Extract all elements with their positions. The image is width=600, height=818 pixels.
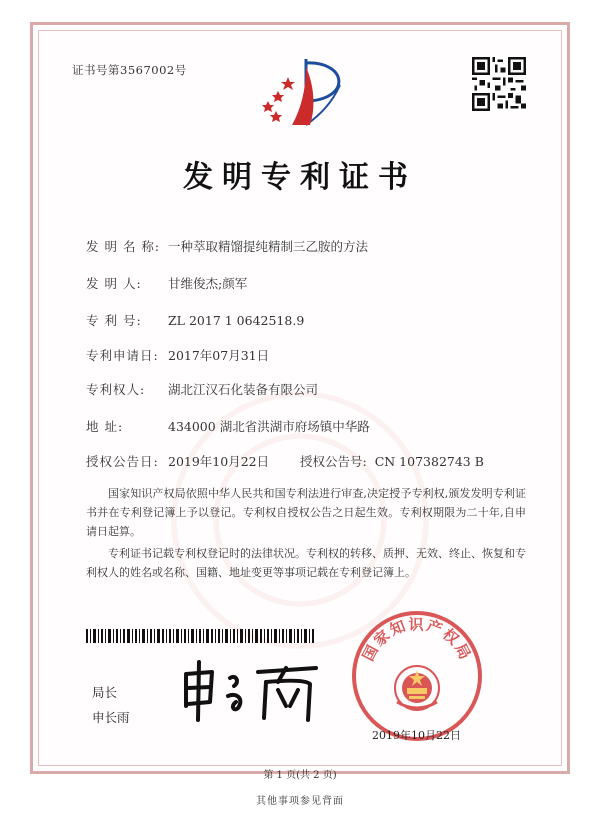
- officer-title: 局长: [92, 685, 118, 700]
- legal-status-paragraph: 专利证书记载专利权登记时的法律状况。专利权的转移、质押、无效、终止、恢复和专利权人的姓名或名称、国籍、地址变更等事项记载在专利登记簿上。: [86, 547, 526, 579]
- field-value: 434000 湖北省洪湖市府场镇中华路: [168, 419, 370, 434]
- field-patentee: [86, 380, 318, 398]
- statement-paragraph: 国家知识产权局依照中华人民共和国专利法进行审查,决定授予专利权,颁发发明专利证书并在专利登记簿上予以登记。专利权自授权公告之日起生效。专利权期限为二十年,自申请日起算。: [86, 487, 526, 538]
- field-value: 湖北江汉石化装备有限公司: [168, 382, 319, 397]
- field-patent-number: [86, 311, 304, 329]
- patent-office-logo-icon: [254, 55, 364, 137]
- officer-name: 申长雨: [92, 710, 130, 725]
- field-label: 发 明 名 称:: [86, 239, 161, 254]
- seal-text: 国家知识产权局: [359, 615, 475, 664]
- field-label: 地 址:: [86, 419, 124, 434]
- barcode-icon: [86, 629, 316, 643]
- field-label: 专 利 号:: [86, 313, 142, 328]
- field-label: 发 明 人:: [86, 276, 142, 291]
- signature-icon: [178, 654, 328, 726]
- field-label: 授权公告号:: [300, 454, 367, 469]
- page-number: 第 1 页(共 2 页): [263, 770, 337, 781]
- field-invention-name: [86, 237, 368, 255]
- seal-date: 2019年10月22日: [372, 729, 461, 742]
- field-address: [86, 417, 370, 435]
- field-value: CN 107382743 B: [374, 454, 484, 469]
- qr-code-icon: [472, 57, 526, 111]
- field-value: ZL 2017 1 0642518.9: [168, 313, 305, 328]
- svg-text:国家知识产权局: [359, 615, 475, 664]
- field-value: 一种萃取精馏提纯精制三乙胺的方法: [168, 239, 369, 254]
- field-value: 2017年07月31日: [168, 348, 270, 363]
- field-announcement-date: [86, 452, 269, 470]
- certificate-title: 发明专利证书: [183, 160, 417, 195]
- field-value: 2019年10月22日: [168, 454, 270, 469]
- field-label: 专利权人:: [86, 382, 146, 397]
- footer-note: 其他事项参见背面: [256, 796, 344, 807]
- field-announcement-number: [300, 452, 484, 470]
- certificate-number: 证书号第3567002号: [72, 63, 187, 77]
- field-inventors: [86, 274, 247, 292]
- official-seal-icon: [347, 606, 487, 746]
- field-value: 甘维俊杰;颜军: [168, 276, 248, 291]
- field-label: 专利申请日:: [86, 348, 159, 363]
- field-label: 授权公告日:: [86, 454, 159, 469]
- field-application-date: [86, 346, 269, 364]
